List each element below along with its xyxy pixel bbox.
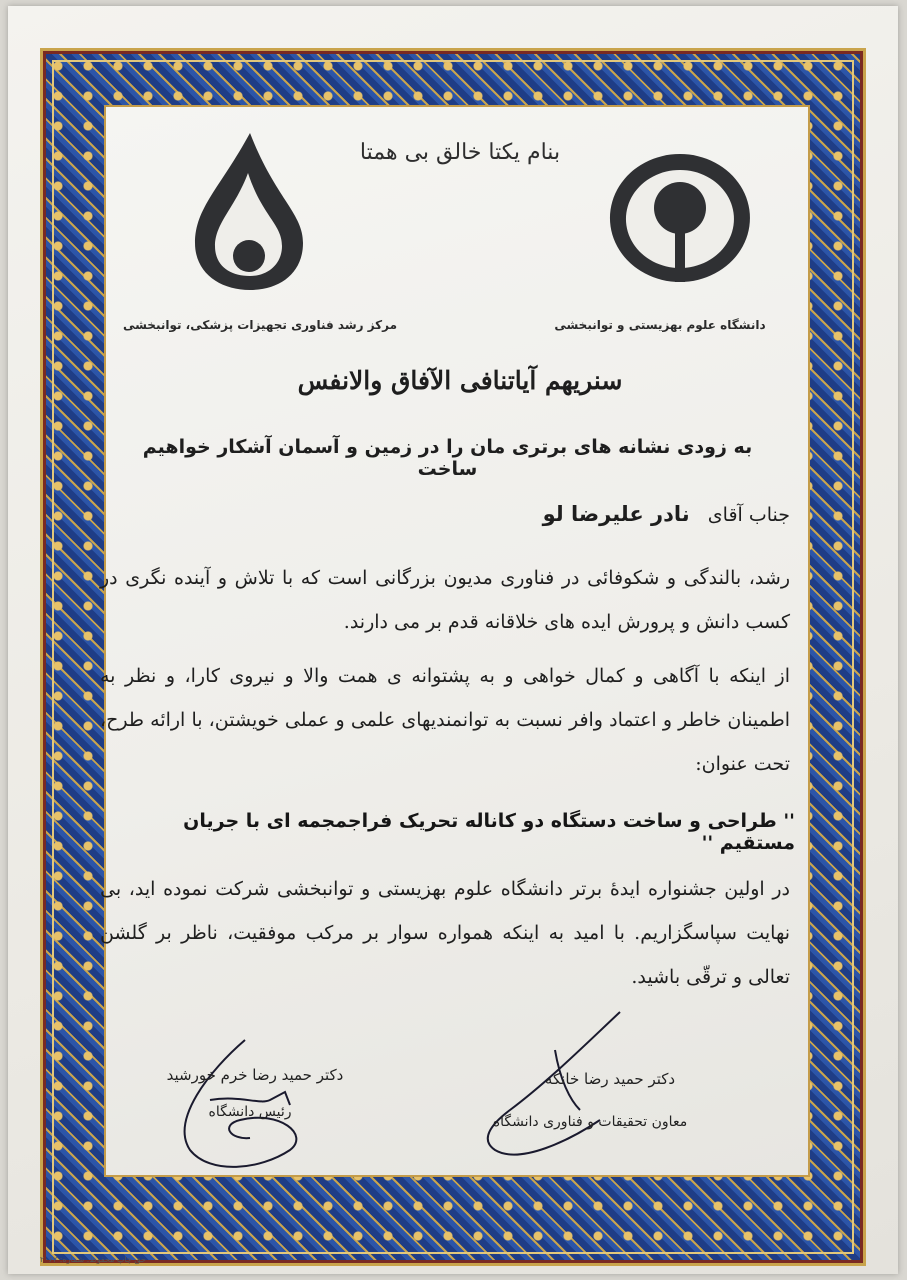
deputy-title: معاون تحقیقات و فناوری دانشگاه <box>492 1114 688 1130</box>
quranic-verse: سنریهم آیاتنافی الآفاق والانفس <box>297 366 623 395</box>
president-name: دکتر حمید رضا خرم خورشید <box>166 1066 344 1084</box>
university-name: دانشگاه علوم بهزیستی و توانبخشی <box>554 318 766 332</box>
handwritten-signatures <box>150 1000 710 1190</box>
project-title: '' طراحی و ساخت دستگاه دو کاناله تحریک فراجمجمه ای با جریان مستقیم '' <box>183 810 795 854</box>
salutation-prefix: جناب آقای <box>707 504 790 526</box>
paragraph-1: رشد، بالندگی و شکوفائی در فناوری مدیون بزرگانی است که با تلاش و آینده نگری در کسب دانش و پرورش ایده های خلاقانه قدم بر می دارند. <box>100 567 790 633</box>
verse-translation: به زودی نشانه های برتری مان را در زمین و آسمان آشکار خواهیم ساخت <box>142 436 753 480</box>
paragraph-3: در اولین جشنواره ایدهٔ برتر دانشگاه علوم بهزیستی و توانبخشی شرکت نموده اید، بی نهایت سپاسگزاریم. با امید به اینکه همواره سوار بر مرکب موفقیت، ناظر بر گلشن تعالی و ترقّی باشید. <box>100 878 790 988</box>
print-footer: حق چاپ محفوظ. شماره: ۲۰۶۲ <box>40 1255 146 1264</box>
salutation <box>420 502 790 526</box>
paragraph-2: از اینکه با آگاهی و کمال خواهی و به پشتوانه ی همت والا و نیروی کارا، و نظر به اطمینان خاطر و اعتماد وافر نسبت به توانمندیهای علمی و عملی خویشتن، با ارائه طرح، تحت عنوان: <box>100 665 790 775</box>
incubator-logo <box>190 128 308 293</box>
deputy-name: دکتر حمید رضا خانکه <box>544 1070 676 1088</box>
university-logo <box>604 150 756 282</box>
incubator-name: مرکز رشد فناوری تجهیزات پزشکی، توانبخشی <box>122 318 398 332</box>
recipient-name: نادر علیرضا لو <box>542 502 690 526</box>
opening-invocation: بنام یکتا خالق بی همتا <box>359 140 561 165</box>
president-title: رئیس دانشگاه <box>208 1104 292 1120</box>
